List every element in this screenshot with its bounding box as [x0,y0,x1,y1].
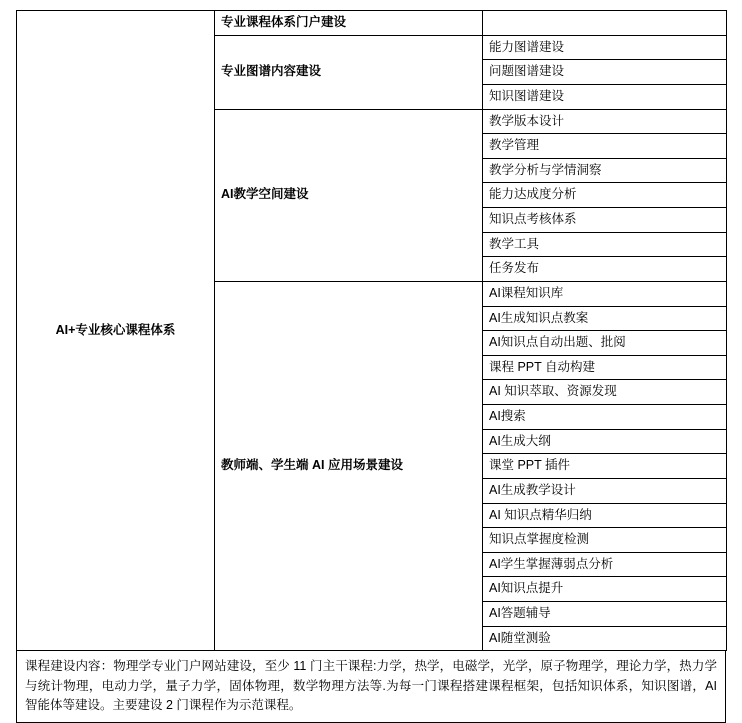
table-row [17,11,727,36]
item-cell: 问题图谱建设 [483,60,727,85]
note-text: 课程建设内容：物理学专业门户网站建设，至少 11 门主干课程:力学，热学，电磁学，光学，原子物理学，理论力学，热力学与统计物理，电动力学，量子力学，固体物理，数学物理方法等.为每一门课程搭建课程框架，包括知识体系，知识图谱，AI 智能体等建设。主要建设 2 门课程作为示范课程。 [25,659,717,712]
table-body [17,11,727,651]
item-cell: 课程 PPT 自动构建 [483,355,727,380]
item-cell: 知识图谱建设 [483,84,727,109]
item-cell: AI生成大纲 [483,429,727,454]
item-cell: AI随堂测验 [483,626,727,651]
item-cell: AI生成教学设计 [483,478,727,503]
item-cell: AI搜索 [483,405,727,430]
item-cell: AI学生掌握薄弱点分析 [483,552,727,577]
item-cell: 教学管理 [483,134,727,159]
item-cell: 任务发布 [483,257,727,282]
category-cell: AI+专业核心课程体系 [17,11,215,651]
item-cell: AI 知识萃取、资源发现 [483,380,727,405]
item-cell: 知识点掌握度检测 [483,528,727,553]
item-cell: AI 知识点精华归纳 [483,503,727,528]
course-build-note [16,651,726,723]
document-sheet [0,10,742,712]
item-cell: 教学分析与学情洞察 [483,158,727,183]
group-name-cell: 专业课程体系门户建设 [215,11,483,36]
group-name-cell: AI教学空间建设 [215,109,483,281]
item-cell: 能力图谱建设 [483,35,727,60]
item-cell: 知识点考核体系 [483,208,727,233]
group-name-cell: 专业图谱内容建设 [215,35,483,109]
item-cell: 教学工具 [483,232,727,257]
item-cell: AI生成知识点教案 [483,306,727,331]
item-cell-empty [483,11,727,36]
item-cell: AI知识点提升 [483,577,727,602]
course-system-table [16,10,727,651]
item-cell: AI知识点自动出题、批阅 [483,331,727,356]
item-cell: 能力达成度分析 [483,183,727,208]
item-cell: AI课程知识库 [483,281,727,306]
item-cell: 教学版本设计 [483,109,727,134]
group-name-cell: 教师端、学生端 AI 应用场景建设 [215,281,483,650]
item-cell: AI答题辅导 [483,602,727,627]
item-cell: 课堂 PPT 插件 [483,454,727,479]
